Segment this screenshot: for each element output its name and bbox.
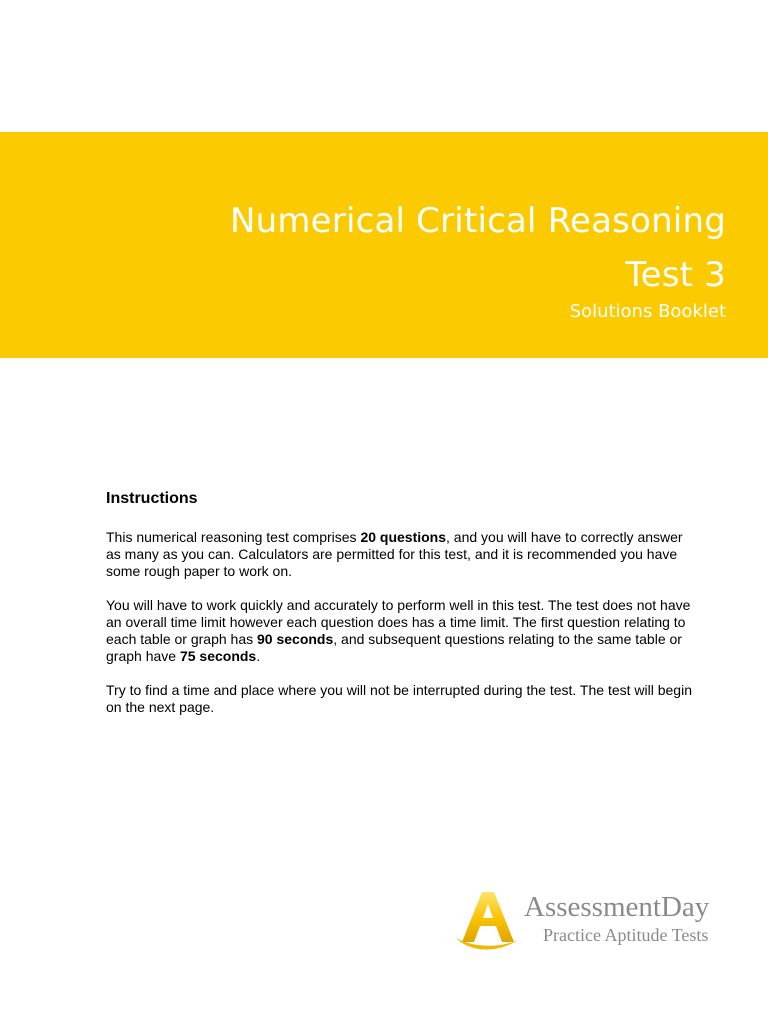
letter-a-swoosh-icon	[452, 888, 522, 958]
logo-name: AssessmentDay	[524, 891, 710, 923]
instructions-heading: Instructions	[106, 490, 198, 507]
instructions-section	[106, 488, 696, 733]
p1-text-before: This numerical reasoning test comprises	[106, 529, 361, 545]
document-title	[106, 194, 726, 302]
instructions-paragraph-3: Try to find a time and place where you will not be interrupted during the test. The test will begin on the next page.	[106, 682, 692, 715]
title-line-1: Numerical Critical Reasoning	[229, 201, 726, 241]
cover-banner	[0, 132, 768, 358]
logo-tagline: Practice Aptitude Tests	[543, 925, 709, 945]
p2-text-2: , and subsequent questions relating to the same table or graph have	[106, 631, 682, 664]
p2-subsequent-time-limit: 75 seconds	[179, 648, 257, 664]
p2-text-3: .	[256, 648, 261, 664]
p1-text-after: , and you will have to correctly answer as many as you can. Calculators are permitted for this test, and it is recommended you have some rough paper to work on.	[106, 529, 683, 579]
title-line-2: Test 3	[625, 255, 726, 295]
p2-text-1: You will have to work quickly and accurately to perform well in this test. The test does not have an overall time limit however each question does has a time limit. The first question relating to each table or graph has	[106, 597, 691, 647]
p1-question-count: 20 questions	[360, 529, 447, 545]
instructions-paragraph-2	[106, 597, 696, 665]
p2-first-time-limit: 90 seconds	[257, 631, 334, 647]
assessmentday-logo	[452, 888, 742, 958]
document-subtitle: Solutions Booklet	[569, 301, 726, 322]
instructions-paragraph-1	[106, 529, 696, 580]
